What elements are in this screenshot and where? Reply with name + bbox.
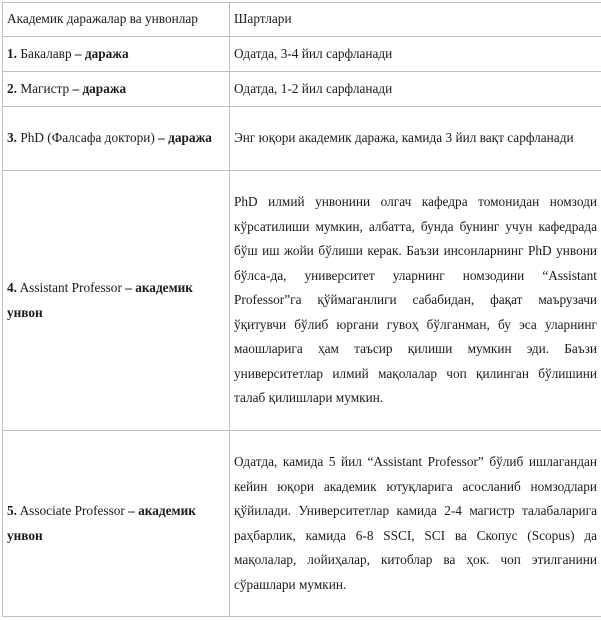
degree-cell	[3, 107, 230, 171]
condition-cell: Одатда, камида 5 йил “Assistant Professor” бўлиб ишлагандан кейин юқори академик ютуқларига асосланиб номзодлари қўйилади. Университетлар камида 2-4 магистр талабаларига раҳбарлик, камида 6-8 SSCI, SCI ва Скопус (Scopus) да мақолалар, лойиҳалар, китоблар ва ҳок. чоп этилганини сўрашлари мумкин.	[230, 431, 601, 617]
dash: –	[124, 503, 139, 518]
degree-name: PhD (Фалсафа доктори)	[20, 130, 155, 146]
row-number: 3.	[7, 130, 17, 146]
condition-cell: Одатда, 3-4 йил сарфланади	[230, 37, 601, 72]
table-row	[3, 171, 601, 431]
header-degrees: Академик даражалар ва унвонлар	[3, 3, 230, 37]
degree-kind: даража	[84, 45, 129, 61]
table-row	[3, 107, 601, 171]
dash: –	[71, 45, 85, 61]
degree-kind: академик унвон	[7, 280, 193, 320]
row-number: 4.	[7, 280, 17, 295]
dash: –	[154, 130, 169, 146]
degree-name: Бакалавр	[20, 45, 72, 61]
degree-name: Associate Professor	[19, 503, 125, 518]
degrees-table	[2, 2, 601, 617]
degree-cell	[3, 37, 230, 72]
table-row	[3, 72, 601, 107]
degree-kind: академик унвон	[7, 503, 196, 543]
degree-kind: даража	[82, 80, 127, 96]
dash: –	[121, 280, 136, 295]
condition-cell: Одатда, 1-2 йил сарфланади	[230, 72, 601, 107]
table-row	[3, 431, 601, 617]
row-number: 5.	[7, 503, 17, 518]
degree-cell	[3, 171, 230, 431]
degree-cell	[3, 72, 230, 107]
degree-name: Магистр	[20, 80, 70, 96]
table-header-row	[3, 3, 601, 37]
dash: –	[69, 80, 83, 96]
condition-cell: Энг юқори академик даража, камида 3 йил вақт сарфланади	[230, 107, 601, 171]
condition-cell: PhD илмий унвонини олгач кафедра томонидан номзоди кўрсатилиши мумкин, албатта, бунда бунинг учун кафедрада бўш иш жойи бўлиши керак. Баъзи инсонларнинг PhD унвони бўлса-да, университет уларнинг номзодини “Assistant Professor”га қўймаганлиги сабабидан, фақат маърузачи ўқитувчи бўлиб юргани гувоҳ бўлганман, бу эса уларнинг маошларига ҳам таъсир қилиши мумкин эди. Баъзи университетлар илмий мақолалар чоп қилинган бўлишини талаб қилишлари мумкин.	[230, 171, 601, 431]
row-number: 1.	[7, 45, 17, 61]
degree-name: Assistant Professor	[19, 280, 122, 295]
degree-cell	[3, 431, 230, 617]
header-conditions: Шартлари	[230, 3, 601, 37]
degree-kind: даража	[168, 130, 212, 146]
row-number: 2.	[7, 80, 17, 96]
table-row	[3, 37, 601, 72]
